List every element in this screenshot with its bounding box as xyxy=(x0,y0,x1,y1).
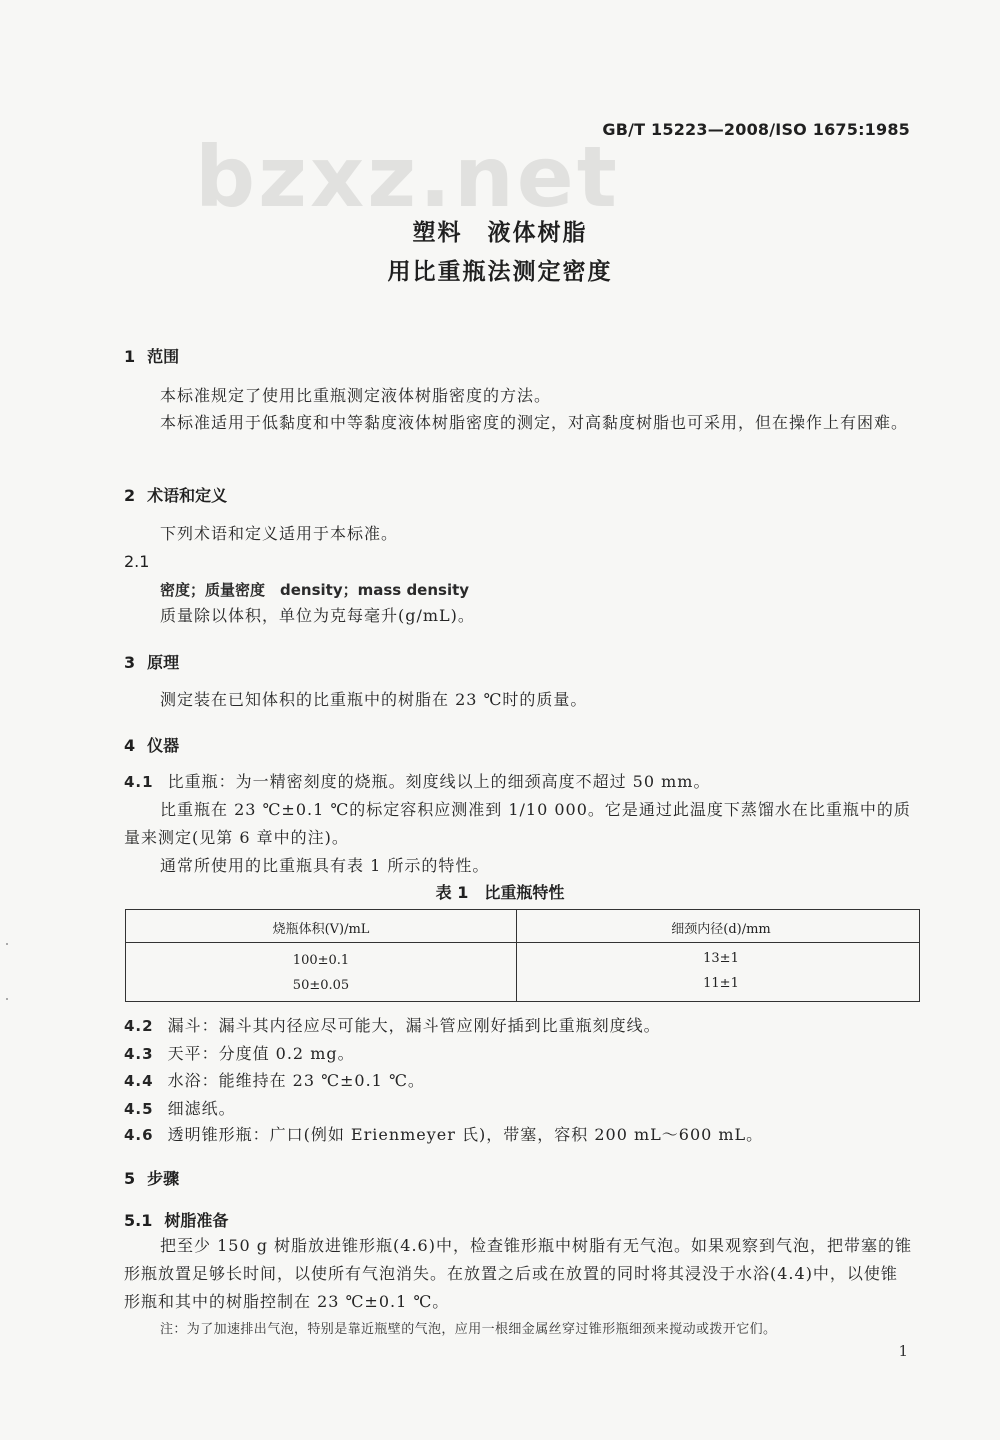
section2-paragraph1: 下列术语和定义适用于本标准。 xyxy=(160,524,399,543)
section4-heading xyxy=(124,733,179,756)
scan-mark xyxy=(6,998,8,1000)
section3-paragraph1: 测定装在已知体积的比重瓶中的树脂在 23 ℃时的质量。 xyxy=(160,690,588,709)
item-4-6-text: 透明锥形瓶：广口(例如 Erienmeyer 氏)，带塞，容积 200 mL～600 mL。 xyxy=(167,1125,764,1144)
subsection-5-1-number: 5.1 xyxy=(124,1211,153,1230)
item-4-2-text: 漏斗：漏斗其内径应尽可能大，漏斗管应刚好插到比重瓶刻度线。 xyxy=(167,1016,661,1035)
table-cell-diameter-row2: 11±1 xyxy=(703,976,739,991)
section5-number: 5 xyxy=(124,1169,136,1188)
subsection-5-1-heading xyxy=(124,1208,228,1231)
table-header-diameter: 细颈内径(d)/mm xyxy=(671,922,771,937)
subsection-2-1-number: 2.1 xyxy=(124,552,150,571)
term-density: 密度；质量密度 density；mass density xyxy=(160,581,470,599)
item-4-4-number: 4.4 xyxy=(124,1072,154,1090)
table-column-divider xyxy=(516,910,517,1001)
term-definition: 质量除以体积，单位为克每毫升(g/mL)。 xyxy=(160,606,475,625)
section4-number: 4 xyxy=(124,736,136,755)
table-cell-volume-row1: 100±0.1 xyxy=(292,953,350,968)
table-cell-volume-row2: 50±0.05 xyxy=(292,978,350,993)
item-4-6-number: 4.6 xyxy=(124,1126,154,1144)
section2-title: 术语和定义 xyxy=(147,486,228,505)
section5-heading xyxy=(124,1166,179,1189)
item-4-4-text: 水浴：能维持在 23 ℃±0.1 ℃。 xyxy=(167,1071,425,1090)
item-4-3-number: 4.3 xyxy=(124,1045,154,1063)
item-4-1 xyxy=(124,768,710,796)
item-4-1-paragraph3: 通常所使用的比重瓶具有表 1 所示的特性。 xyxy=(160,856,490,875)
item-4-5-text: 细滤纸。 xyxy=(167,1099,236,1118)
section3-heading xyxy=(124,650,179,673)
item-4-3 xyxy=(124,1040,355,1068)
section1-paragraph1: 本标准规定了使用比重瓶测定液体树脂密度的方法。 xyxy=(160,386,552,405)
item-4-1-text: 比重瓶：为一精密刻度的烧瓶。刻度线以上的细颈高度不超过 50 mm。 xyxy=(167,772,711,791)
section3-number: 3 xyxy=(124,653,136,672)
section4-title: 仪器 xyxy=(147,736,180,755)
section5-paragraph1: 把至少 150 g 树脂放进锥形瓶(4.6)中，检查锥形瓶中树脂有无气泡。如果观察到气泡，把带塞的锥形瓶放置足够长时间，以使所有气泡消失。在放置之后或在放置的同时将其浸没于水浴(4.4)中，以使锥形瓶和其中的树脂控制在 23 ℃±0.1 ℃。 xyxy=(124,1236,912,1311)
section2-number: 2 xyxy=(124,486,136,505)
section5-note: 注：为了加速排出气泡，特别是靠近瓶壁的气泡，应用一根细金属丝穿过锥形瓶细颈来搅动或拨开它们。 xyxy=(160,1322,777,1337)
item-4-1-paragraph2: 比重瓶在 23 ℃±0.1 ℃的标定容积应测准到 1/10 000。它是通过此温度下蒸馏水在比重瓶中的质量来测定(见第 6 章中的注)。 xyxy=(124,800,911,847)
section3-title: 原理 xyxy=(147,653,180,672)
watermark: bzxz.net xyxy=(195,128,620,226)
item-4-6 xyxy=(124,1121,763,1149)
standard-code: GB/T 15223—2008/ISO 1675:1985 xyxy=(602,120,910,139)
section1-number: 1 xyxy=(124,347,136,366)
table-header-volume: 烧瓶体积(V)/mL xyxy=(272,922,370,937)
section1-heading xyxy=(124,344,179,367)
document-title-line1: 塑料 液体树脂 xyxy=(412,220,588,246)
table1-title: 表 1 比重瓶特性 xyxy=(435,883,565,902)
table-header-divider xyxy=(126,942,919,943)
page-number: 1 xyxy=(898,1342,908,1360)
subsection-5-1-title: 树脂准备 xyxy=(164,1211,229,1230)
section5-title: 步骤 xyxy=(147,1169,180,1188)
item-4-4 xyxy=(124,1067,425,1095)
item-4-2-number: 4.2 xyxy=(124,1017,154,1035)
characteristics-table xyxy=(125,909,920,1002)
document-title-line2: 用比重瓶法测定密度 xyxy=(387,259,613,285)
section1-title: 范围 xyxy=(147,347,180,366)
section1-paragraph2: 本标准适用于低黏度和中等黏度液体树脂密度的测定，对高黏度树脂也可采用，但在操作上有困难。 xyxy=(160,413,909,432)
item-4-1-number: 4.1 xyxy=(124,773,154,791)
item-4-5-number: 4.5 xyxy=(124,1100,154,1118)
item-4-2 xyxy=(124,1012,661,1040)
item-4-5 xyxy=(124,1095,236,1123)
table-cell-diameter-row1: 13±1 xyxy=(703,951,739,966)
section2-heading xyxy=(124,483,227,506)
scan-mark xyxy=(6,943,8,945)
item-4-3-text: 天平：分度值 0.2 mg。 xyxy=(167,1044,355,1063)
